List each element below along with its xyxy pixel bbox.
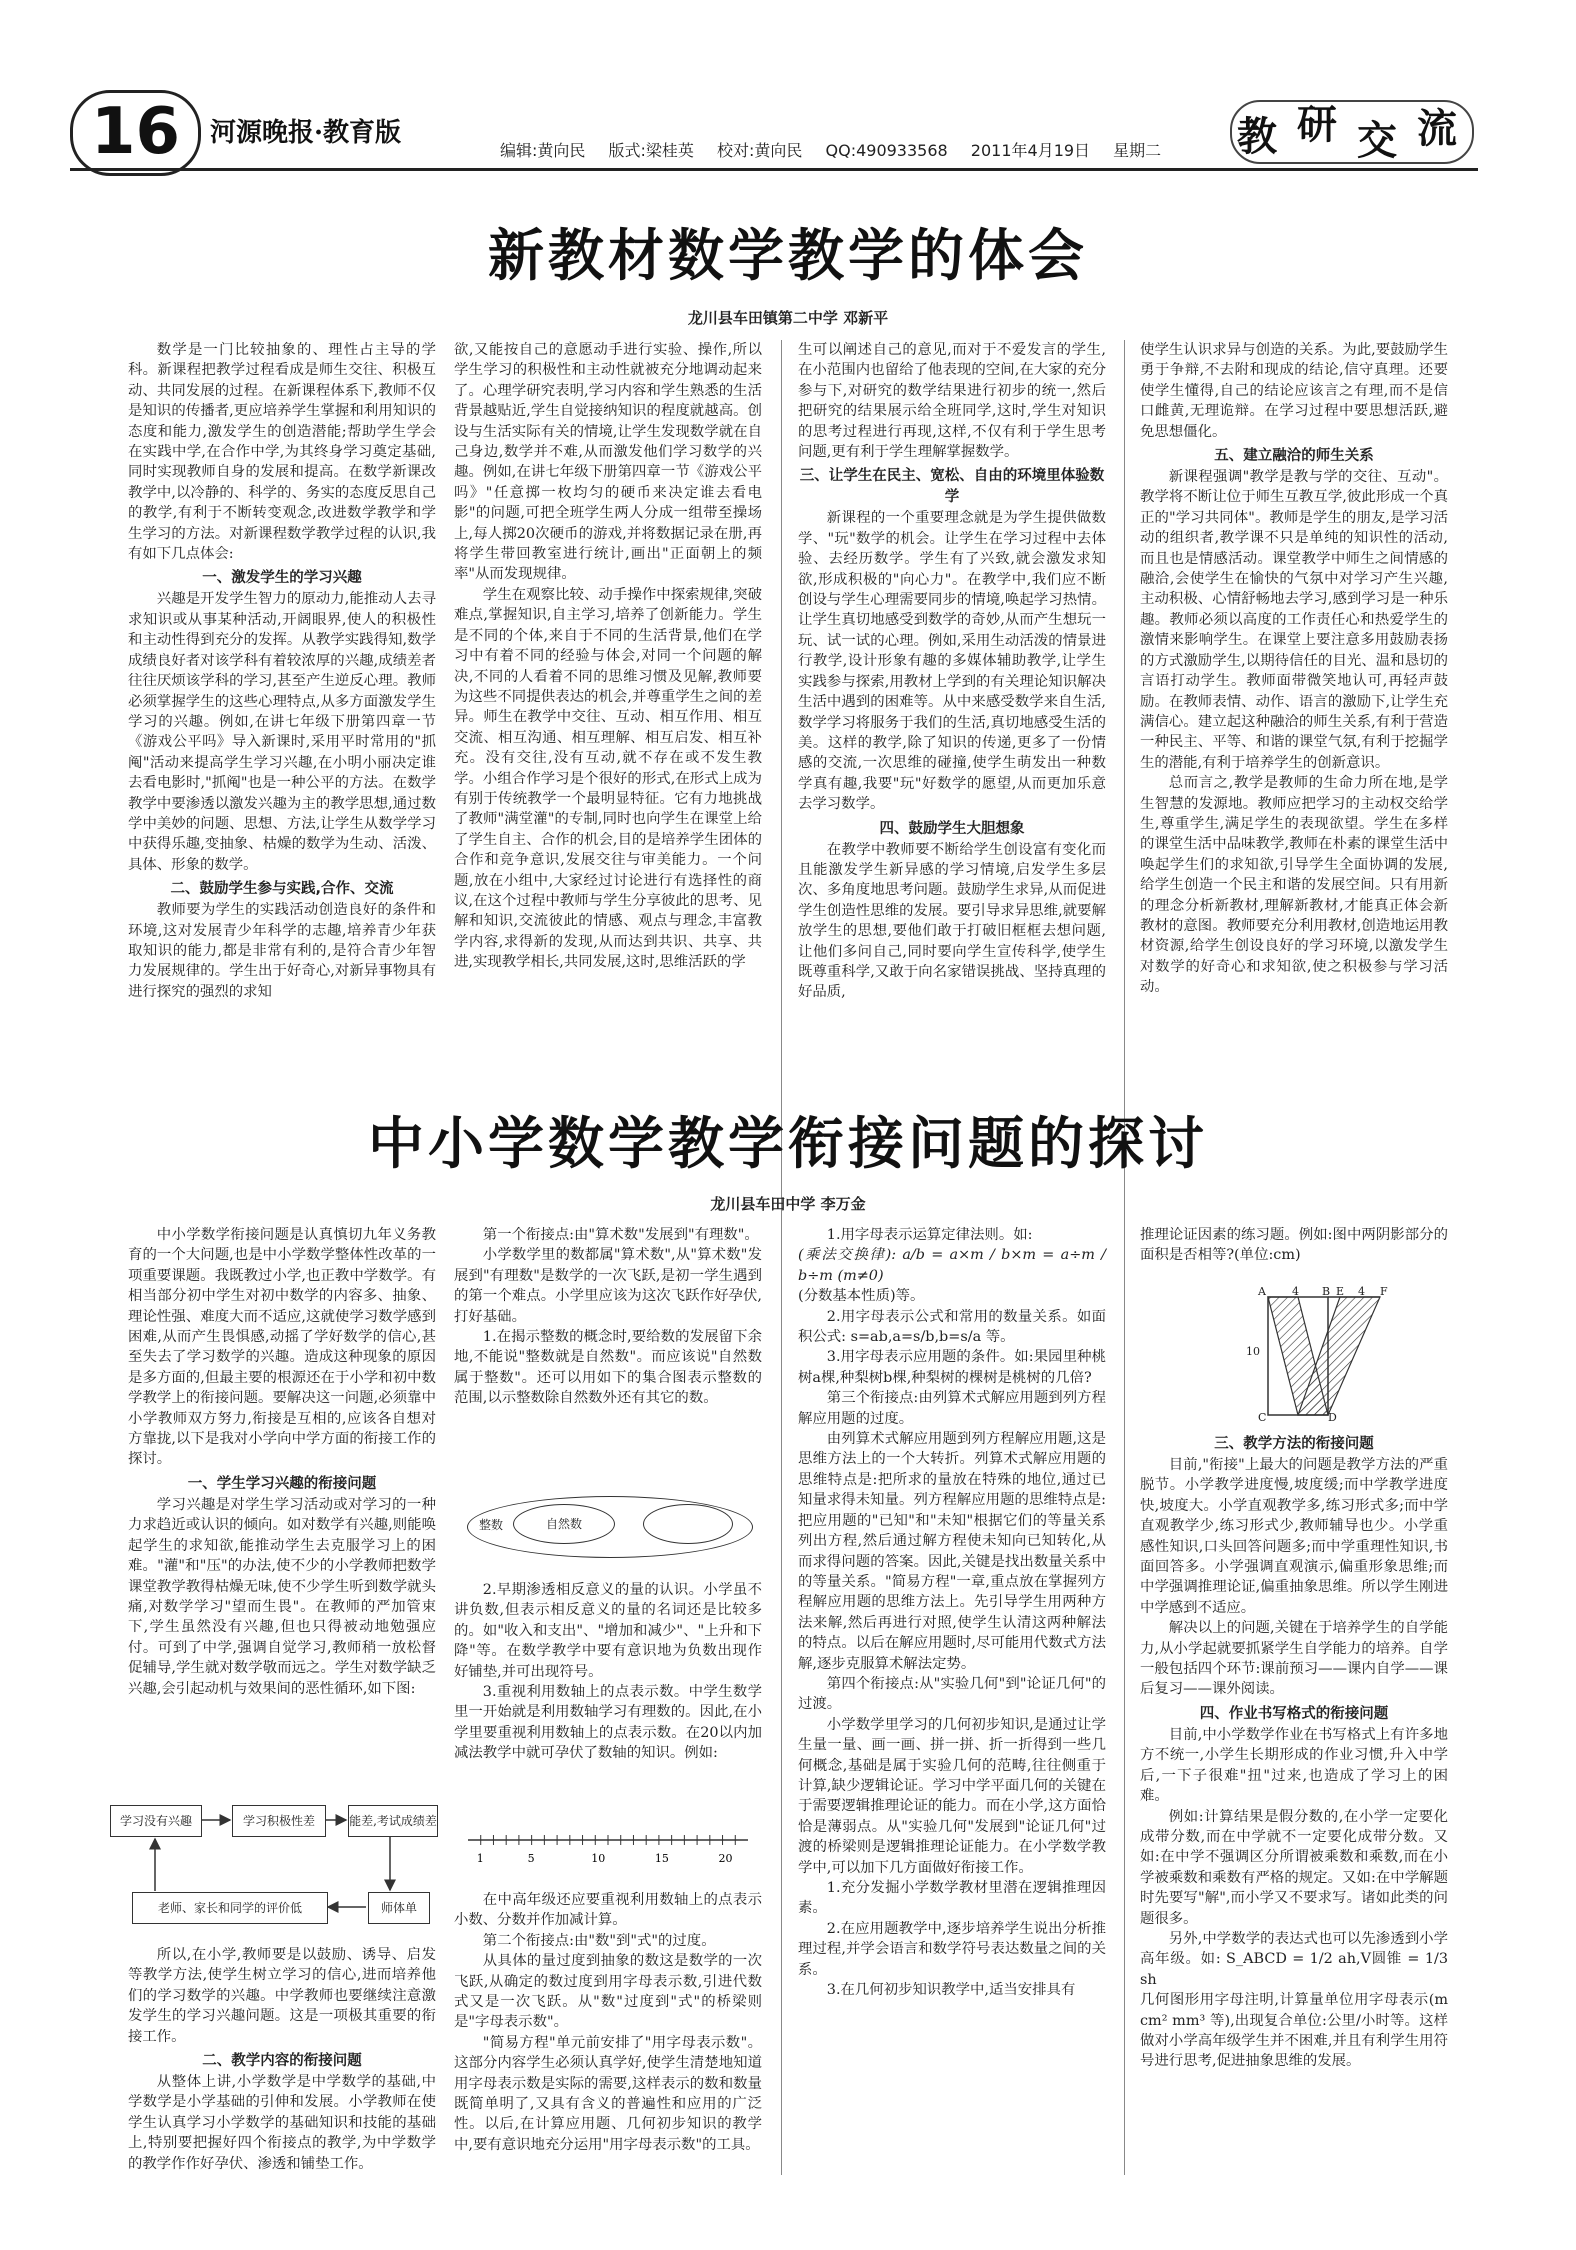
badge-char: 交	[1357, 117, 1397, 164]
label-10: 10	[1246, 1345, 1260, 1358]
paragraph: 另外,中学数学的表达式也可以先渗透到小学高年级。如: S_ABCD = 1/2 ah,V圆锥 = 1/3 sh	[1140, 1930, 1448, 1988]
paragraph: 例如:计算结果是假分数的,在小学一定要化成带分数,而在中学就不一定要化成带分数。又如:在中学不强调区分所谓被乘数和乘数,而在小学被乘数和乘数有严格的规定。又如:在中学解题时先要写"解",而小学又不要求写。诸如此类的问题很多。	[1140, 1808, 1448, 1927]
number-line	[458, 1820, 758, 1880]
number-set-diagram	[455, 1490, 765, 1570]
article2-column-2b	[454, 1580, 762, 1764]
trapezoid-svg	[1240, 1285, 1440, 1425]
badge-char: 流	[1417, 105, 1457, 152]
section-heading: 一、激发学生的学习兴趣	[202, 570, 362, 587]
paragraph: 在中高年级还应要重视利用数轴上的点表示小数、分数并作加减计算。	[454, 1892, 762, 1929]
editor: 编辑:黄向民	[500, 141, 586, 160]
paragraph: 学习兴趣是对学生学习活动或对学习的一种力求趋近或认识的倾向。如对数学有兴趣,则能唤起学生的求知欲,能推动学生去克服学习上的困难。"灌"和"压"的办法,使不少的小学教师把数学课堂教学教得枯燥无味,使不少学生听到数学就头痛,对数学学习"望而生畏"。在教师的严加管束下,学生虽然没有兴趣,但也只得被动地勉强应付。可到了中学,强调自觉学习,教师稍一放松督促辅导,学生就对数学敬而远之。学生对数学缺乏兴趣,会引起动机与效果间的恶性循环,如下图:	[128, 1496, 436, 1697]
column-badge	[1225, 95, 1475, 165]
paragraph: 中小学数学衔接问题是认真慎切九年义务教育的一个大问题,也是中小学数学整体性改革的一项重要课题。我既教过小学,也正教中学数学。有相当部分初中学生对初中数学的内容多、抽象、理论性强、难度大而不适应,这就使学习数学感到困难,从而产生畏惧感,动摇了学好数学的信心,甚至失去了学习数学的兴趣。造成这种现象的原因是多方面的,但最主要的根源还在于小学和初中数学教学上的衔接问题。要解决这一问题,必须靠中小学教师双方努力,衔接是互相的,应该各自想对方靠拢,以下是我对小学向中学方面的衔接工作的探讨。	[128, 1227, 436, 1468]
integer-label: 整数	[479, 1518, 504, 1532]
paragraph: 2.在应用题教学中,逐步培养学生说出分析推理过程,并学会语言和数学符号表达数量之间的关系。	[798, 1920, 1106, 1978]
article1-byline: 龙川县车田镇第二中学 邓新平	[687, 309, 889, 327]
number-line-label: 20	[718, 1852, 733, 1865]
paragraph: 第四个衔接点:从"实验几何"到"论证几何"的过渡。	[798, 1675, 1106, 1713]
section-heading: 二、教学内容的衔接问题	[202, 2053, 362, 2070]
article2-column-2c	[454, 1890, 762, 2155]
article2-column-2a	[454, 1225, 762, 1409]
label-A: A	[1258, 1285, 1266, 1298]
paragraph: 小学数学里的数都属"算术数",从"算术数"发展到"有理数"是数学的一次飞跃,是初一学生遇到的第一个难点。小学里应该为这次飞跃作好孕伏,打好基础。	[454, 1247, 762, 1325]
label-4: 4	[1358, 1285, 1365, 1298]
paragraph: 解决以上的问题,关键在于培养学生的自学能力,从小学起就要抓紧学生自学能力的培养。自学一般包括四个环节:课前预习——课内自学——课后复习——课外阅读。	[1140, 1620, 1448, 1698]
section-heading: 一、学生学习兴趣的衔接问题	[187, 1475, 377, 1492]
section-heading: 四、作业书写格式的衔接问题	[1199, 1705, 1389, 1722]
page-number: 16	[70, 90, 201, 176]
label-B: B	[1322, 1285, 1331, 1298]
paragraph: 由列算术式解应用题到列方程解应用题,这是思维方法上的一个大转折。列算术式解应用题的思维特点是:把所求的量放在特殊的地位,通过已知量求得未知量。列方程解应用题的思维特点是:把应用题的"已知"和"未知"根据它们的等量关系列出方程,然后通过解方程使未知向已知转化,从而求得问题的答案。因此,关键是找出数量关系中的等量关系。"简易方程"一章,重点放在掌握列方程解应用题的思维方法上。先引导学生用两种方法来解,然后再进行对照,使学生认清这两种解法的特点。以后在解应用题时,尽可能用代数式方法解,逐步克服算术解法定势。	[798, 1431, 1106, 1672]
flow-box: 老师、家长和同学的评价低	[132, 1892, 328, 1924]
paragraph: 第二个衔接点:由"数"到"式"的过度。	[482, 1932, 716, 1949]
label-4: 4	[1292, 1285, 1299, 1298]
section-heading: 二、鼓励学生参与实践,合作、交流	[170, 881, 394, 898]
paragraph: 第一个衔接点:由"算术数"发展到"有理数"。	[482, 1227, 759, 1243]
article2-column-3	[798, 1225, 1106, 2000]
paragraph: 2.早期渗透相反意义的量的认识。小学虽不讲负数,但表示相反意义的量的名词还是比较多的。如"收入和支出"、"增加和减少"、"上升和下降"等。在数学教学中要有意识地为负数出现作好铺垫,并可出现符号。	[454, 1582, 762, 1680]
flow-box: 学习积极性差	[232, 1805, 326, 1837]
date: 2011年4月19日	[970, 141, 1091, 160]
article2-byline: 龙川县车田中学 李万金	[710, 1195, 866, 1213]
paragraph: 欲,又能按自己的意愿动手进行实验、操作,所以学生学习的积极性和主动性就被充分地调动起来了。心理学研究表明,学习内容和学生熟悉的生活背景越贴近,学生自觉接纳知识的程度就越高。创设与生活实际有关的情境,让学生发现数学就在自己身边,数学并不难,从而激发他们学习数学的兴趣。例如,在讲七年级下册第四章一节《游戏公平吗》"任意掷一枚均匀的硬币来决定谁去看电影"的问题,可把全班学生两人分成一组带至操场上,每人掷20次硬币的游戏,并将数据记录在册,再将学生带回教室进行统计,画出"正面朝上的频率"从而发现规律。	[454, 342, 762, 583]
paragraph: 在教学中教师要不断给学生创设富有变化而且能激发学生新异感的学习情境,启发学生多层次、多角度地思考问题。鼓励学生求异,从而促进学生创造性思维的发展。要引导求异思维,就要解放学生的思想,要他们敢于打破旧框框去想问题,让他们多问自己,同时要向学生宣传科学,使学生既尊重科学,又敢于向名家错误挑战、坚持真理的好品质,	[798, 841, 1106, 1001]
paragraph: 推理论证因素的练习题。例如:图中两阴影部分的面积是否相等?(单位:cm)	[1140, 1227, 1448, 1264]
paragraph: 教师要为学生的实践活动创造良好的条件和环境,这对发展青少年科学的志趣,培养青少年获取知识的能力,都是非常有利的,是符合青少年智力发展规律的。学生出于好奇心,对新异事物具有进行探究的强烈的求知	[128, 902, 436, 1000]
article2-title: 中小学数学教学衔接问题的探讨	[368, 1112, 1208, 1177]
paragraph: 3.在几何初步知识教学中,适当安排具有	[826, 1982, 1076, 1999]
number-line-label: 15	[654, 1852, 669, 1865]
paragraph: 数学是一门比较抽象的、理性占主导的学科。新课程把教学过程看成是师生交往、积极互动、共同发展的过程。在新课程体系下,教师不仅是知识的传播者,更应培养学生掌握和利用知识的态度和能力,激发学生的创造潜能;帮助学生学会在实践中学,在合作中学,为其终身学习奠定基础,同时实现教师自身的发展和提高。在数学新课改教学中,以冷静的、科学的、务实的态度反思自己的教学,有利于不断转变观念,改进数学教学和学生学习的方法。对新课程数学教学过程的认识,我有如下几点体会:	[128, 342, 436, 563]
paragraph: 1.在揭示整数的概念时,要给数的发展留下余地,不能说"整数就是自然数"。而应该说"自然数属于整数"。还可以用如下的集合图表示整数的范围,以示整数除自然数外还有其它的数。	[454, 1329, 762, 1407]
natural-number-set: 自然数	[513, 1504, 615, 1544]
paragraph: 小学数学里学习的几何初步知识,是通过让学生量一量、画一画、拼一拼、折一折得到一些几何概念,基础是属于实验几何的范畴,往往侧重于计算,缺少逻辑论证。学习中学平面几何的关键在于需要逻辑推理论证的能力。而在小学,这方面恰恰是薄弱点。从"实验几何"发展到"论证几何"过渡的桥梁则是逻辑推理论证能力。在小学数学教学中,可以加下几方面做好衔接工作。	[798, 1716, 1106, 1876]
masthead: 河源晚报·教育版	[210, 118, 402, 148]
badge-char: 教	[1237, 113, 1277, 160]
layout-editor: 版式:梁桂英	[608, 141, 694, 160]
paragraph: 2.用字母表示公式和常用的数量关系。如面积公式: s=ab,a=s/b,b=s/a 等。	[798, 1308, 1106, 1346]
paragraph: 3.重视利用数轴上的点表示数。中学生数学里一开始就是利用数轴学习有理数的。因此,在小学里要重视利用数轴上的点表示数。在20以内加减法教学中就可孕伏了数轴的知识。例如:	[454, 1684, 762, 1762]
trapezoid-figure	[1240, 1285, 1440, 1425]
column-divider	[781, 1225, 782, 2175]
weekday: 星期二	[1113, 141, 1162, 160]
paragraph: 使学生认识求异与创造的关系。为此,要鼓励学生勇于争辩,不去附和现成的结论,信守真理。还要使学生懂得,自己的结论应该言之有理,而不是信口雌黄,无理诡辩。在学习过程中要思想活跃,避免思想僵化。	[1140, 342, 1448, 440]
label-F: F	[1380, 1285, 1388, 1298]
paragraph: 目前,中小学数学作业在书写格式上有许多地方不统一,小学生长期形成的作业习惯,升入中学后,一下子很难"扭"过来,也造成了学习上的困难。	[1140, 1726, 1448, 1805]
paragraph: 所以,在小学,教师要是以鼓励、诱导、启发等教学方法,使学生树立学习的信心,进而培养他们的学习数学的兴趣。中学教师也要继续注意激发学生的学习兴趣问题。这是一项极其重要的衔接工作。	[128, 1947, 436, 2045]
label-E: E	[1336, 1285, 1345, 1298]
article2-column-1a	[128, 1225, 436, 1699]
paragraph: 兴趣是开发学生智力的原动力,能推动人去寻求知识或从事某种活动,开阔眼界,使人的积极性和主动性得到充分的发挥。从教学实践得知,数学成绩良好者对该学科有着较浓厚的兴趣,成绩差者往往厌烦该学科的学习,甚至产生逆反心理。教师必须掌握学生的这些心理特点,从多方面激发学生学习的兴趣。例如,在讲七年级下册第四章一节《游戏公平吗》导入新课时,采用平时常用的"抓阄"活动来提高学生学习兴趣,在小明小丽决定谁去看电影时,"抓阄"也是一种公平的方法。在数学教学中要渗透以激发兴趣为主的教学思想,通过数学中美妙的问题、思想、方法,让学生从数学学习中获得乐趣,变抽象、枯燥的数学为生动、活泼、具体、形象的数学。	[128, 591, 436, 873]
section-heading: 四、鼓励学生大胆想象	[879, 820, 1025, 837]
vicious-cycle-diagram	[110, 1795, 440, 1935]
column-divider	[1124, 1225, 1125, 2175]
paragraph: "简易方程"单元前安排了"用字母表示数"。这部分内容学生必须认真学好,使学生清楚地知道用字母表示数是实际的需要,这样表示的数和数量既简单明了,又具有含义的普遍性和应用的广泛性。以后,在计算应用题、几何初步知识的教学中,要有意识地充分运用"用字母表示数"的工具。	[454, 2034, 762, 2153]
paragraph: 总而言之,教学是教师的生命力所在地,是学生智慧的发源地。教师应把学习的主动权交给学生,尊重学生,满足学生的表现欲望。学生在多样的课堂生活中品味教学,教师在朴素的课堂生活中唤起学生们的求知欲,引导学生全面协调的发展,给学生创造一个民主和谐的发展空间。只有用新的理念分析新教材,理解新教材,才能真正体会新教材的意图。教师要充分利用教材,创造地运用教材资源,给学生创设良好的学习环境,以激发学生对数学的好奇心和求知欲,使之积极参与学习活动。	[1140, 775, 1448, 996]
paragraph: 生可以阐述自己的意见,而对于不爱发言的学生,在小范围内也留给了他表现的空间,在大家的充分参与下,对研究的数学结果进行初步的统一,然后把研究的结果展示给全班同学,这时,学生对知识的思考过程进行再现,这样,不仅有利于学生思考问题,更有利于学生理解掌握数学。	[798, 342, 1106, 461]
paragraph: 新课程强调"教学是教与学的交往、互动"。教学将不断让位于师生互教互学,彼此形成一个真正的"学习共同体"。教师是学生的朋友,是学习活动的组织者,教学课不只是单纯的知识性的活动,而且也是情感活动。课堂教学中师生之间情感的融洽,会使学生在愉快的气氛中对学习产生兴趣,主动积极、心情舒畅地去学习,感到学习是一种乐趣。教师必须以高度的工作责任心和热爱学生的激情来影响学生。在课堂上要注意多用鼓励表扬的方式激励学生,以期待信任的目光、温和恳切的言语打动学生。教师面带微笑地认可,再轻声鼓励。在教师表情、动作、语言的激励下,让学生充满信心。建立起这种融洽的师生关系,有利于营造一种民主、平等、和谐的课堂气氛,有利于挖掘学生的潜能,有利于培养学生的创新意识。	[1140, 469, 1448, 771]
label-D: D	[1328, 1411, 1337, 1424]
badge-char: 研	[1297, 101, 1337, 148]
number-line-label: 5	[527, 1852, 535, 1865]
article2-column-1b	[128, 1945, 436, 2174]
paragraph: 新课程的一个重要理念就是为学生提供做数学、"玩"数学的机会。让学生在学习过程中去体验、去经历数学。学生有了兴致,就会激发求知欲,形成积极的"向心力"。在教学中,我们应不断创设与学生心理需要同步的情境,唤起学习热情。让学生真切地感受到数学的奇妙,从而产生想玩一玩、试一试的心理。例如,采用生动活泼的情景进行教学,设计形象有趣的多媒体辅助教学,让学生实践参与探索,用教材上学到的有关理论知识解决生活中遇到的困难等。从中来感受数学来自生活,数学学习将服务于我们的生活,真切地感受生活的美。这样的教学,除了知识的传递,更多了一份情感的交流,一次思维的碰撞,使学生萌发出一种数学真有趣,我要"玩"好数学的愿望,从而更加乐意去学习数学。	[798, 510, 1106, 813]
other-number-set	[643, 1504, 733, 1544]
paragraph: 第三个衔接点:由列算术式解应用题到列方程解应用题的过度。	[798, 1390, 1106, 1427]
label-C: C	[1258, 1411, 1267, 1424]
paragraph: (乘法交换律): a/b = a×m / b×m = a÷m / b÷m (m≠0)	[798, 1247, 1106, 1284]
paragraph: 从整体上讲,小学数学是中学数学的基础,中学数学是小学基础的引伸和发展。小学教师在使学生认真学习小学数学的基础知识和技能的基础上,特别要把握好四个衔接点的教学,为中学数学的教学作作好孕伏、渗透和铺垫工作。	[128, 2074, 436, 2172]
paragraph: 学生在观察比较、动手操作中探索规律,突破难点,掌握知识,自主学习,培养了创新能力。学生是不同的个体,来自于不同的生活背景,他们在学习中有着不同的经验与体会,对同一个问题的解决,不同的人看着不同的思维习惯及见解,教师要为这些不同提供表达的机会,并尊重学生之间的差异。师生在教学中交往、互动、相互作用、相互交流、相互沟通、相互理解、相互启发、相互补充。没有交往,没有互动,就不存在或不发生教学。小组合作学习是个很好的形式,在形式上成为有别于传统教学一个最明显特征。它有力地挑战了教师"满堂灌"的专制,同时也向学生在课堂上给了学生自主、合作的机会,目的是培养学生团体的合作和竞争意识,发展交往与审美能力。一个问题,放在小组中,大家经过讨论进行有选择性的商议,在这个过程中教师与学生分享彼此的思考、见解和知识,交流彼此的情感、观点与理念,丰富教学内容,求得新的发现,从而达到共识、共享、共进,实现教学相长,共同发展,这时,思维活跃的学	[454, 586, 762, 971]
article1-title: 新教材数学教学的体会	[488, 224, 1088, 289]
section-heading: 三、教学方法的衔接问题	[1214, 1436, 1374, 1452]
paragraph: 从具体的量过度到抽象的数这是数学的一次飞跃,从确定的数过度到用字母表示数,引进代数式又是一次飞跃。从"数"过度到"式"的桥梁则是"字母表示数"。	[454, 1953, 762, 2031]
section-heading: 三、让学生在民主、宽松、自由的环境里体验数学	[799, 468, 1105, 506]
article2-column-4b	[1140, 1430, 1448, 2072]
flow-box: 师体单	[368, 1892, 430, 1924]
number-line-svg	[458, 1820, 758, 1880]
number-line-label: 1	[476, 1852, 484, 1865]
flow-box: 能差,考试成绩差	[348, 1805, 438, 1837]
paragraph: (分数基本性质)等。	[798, 1288, 925, 1305]
number-line-label: 10	[591, 1852, 606, 1865]
header-rule	[70, 168, 1478, 171]
paragraph: 目前,"衔接"上最大的问题是教学方法的严重脱节。小学教学进度慢,坡度缓;而中学教学进度快,坡度大。小学直观教学多,练习形式多;而中学直观教学少,练习形式少,教师辅导也少。小学重感性知识,口头回答问题多;而中学重理性知识,书面回答多。小学强调直观演示,偏重形象思维;而中学强调推理论证,偏重抽象思维。所以学生刚进中学感到不适应。	[1140, 1457, 1448, 1616]
paragraph: 3.用字母表示应用题的条件。如:果园里种桃树a棵,种梨树b棵,种梨树的棵树是桃树的几倍?	[798, 1349, 1106, 1386]
proofreader: 校对:黄向民	[717, 141, 803, 160]
qq: QQ:490933568	[825, 141, 948, 160]
paragraph: 1.用字母表示运算定律法则。如:	[826, 1227, 1033, 1243]
section-heading: 五、建立融洽的师生关系	[1214, 448, 1374, 465]
paragraph: 几何图形用字母注明,计算量单位用字母表示(m cm² mm³ 等),出现复合单位:公里/小时等。这样做对小学高年级学生并不困难,并且有利学生用符号进行思考,促进抽象思维的发展。	[1140, 1992, 1448, 2070]
article2-column-4a	[1140, 1225, 1448, 1266]
paragraph: 1.充分发掘小学数学教材里潜在逻辑推理因素。	[798, 1880, 1106, 1917]
flow-box: 学习没有兴趣	[110, 1805, 202, 1837]
editorial-info	[500, 138, 1179, 161]
